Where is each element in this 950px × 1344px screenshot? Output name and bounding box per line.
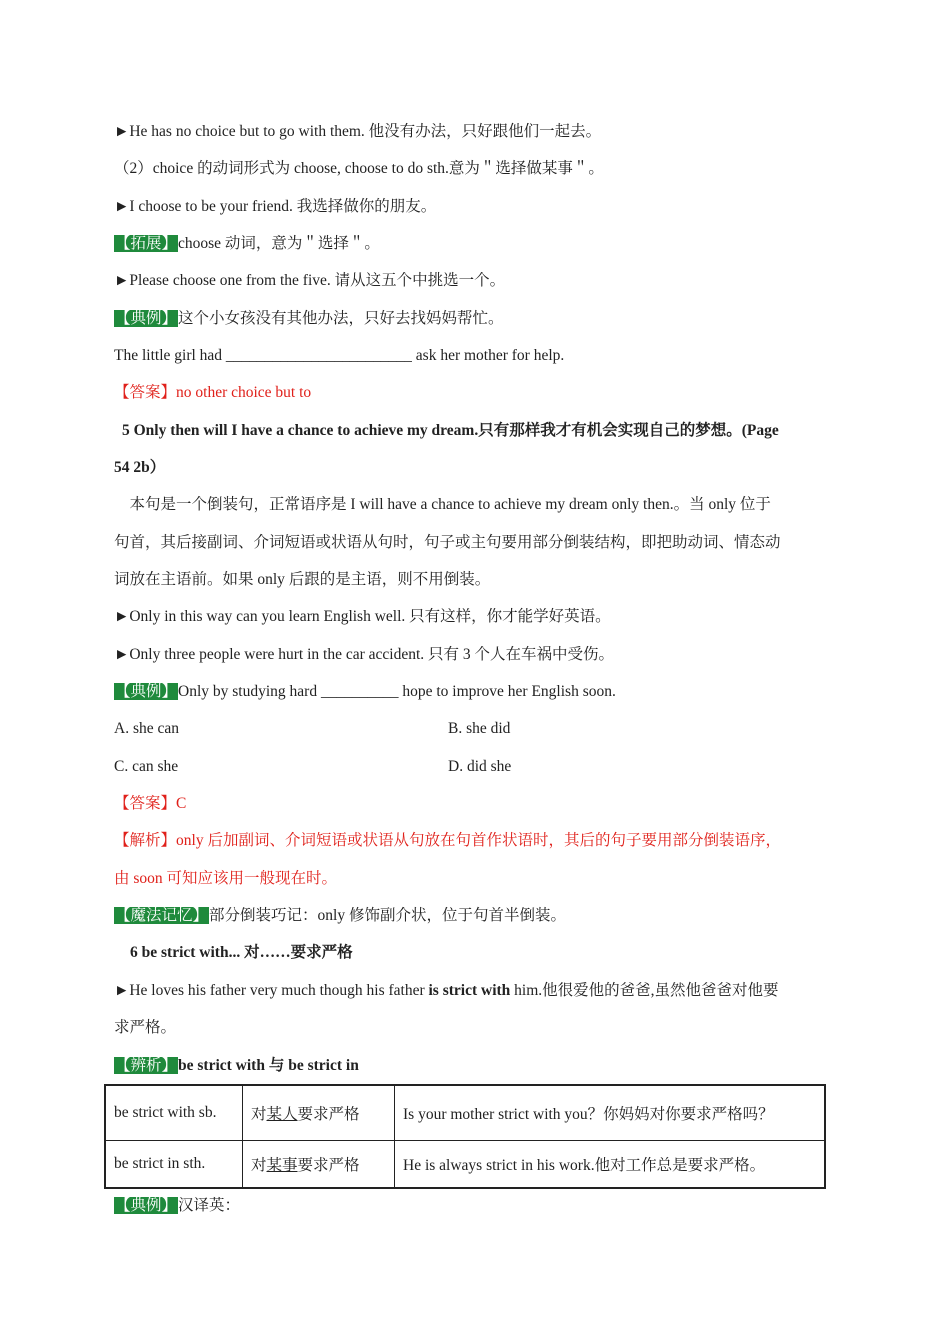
distinguish-text: be strict with 与 be strict in [178, 1057, 359, 1074]
exercise-line [114, 308, 504, 330]
explanation-paragraph: 句首，其后接副词、介词短语或状语从句时，句子或主句要用部分倒装结构，即把助动词、情态动 [114, 534, 781, 551]
analysis-line-cont: 由 soon 可知应该用一般现在时。 [114, 870, 338, 887]
table-cell: be strict in sth. [105, 1141, 243, 1189]
answer-text: C [176, 795, 187, 812]
example-tag: 【典例】 [115, 310, 178, 327]
explanation-paragraph: 本句是一个倒装句，正常语序是 I will have a chance to achieve my dream only then.。当 only 位于 [114, 496, 771, 513]
table-cell [243, 1141, 395, 1189]
expand-line [114, 233, 380, 255]
example-sentence-cont: 求严格。 [114, 1019, 177, 1036]
exercise-line [114, 681, 616, 703]
analysis-line [114, 830, 781, 852]
section-heading: 6 be strict with... 对……要求严格 [130, 944, 353, 961]
example-sentence: ►Only in this way can you learn English well. 只有这样，你才能学好英语。 [114, 608, 611, 625]
option-c: C. can she [114, 758, 179, 775]
example-sentence [114, 980, 779, 1002]
option-d: D. did she [448, 758, 512, 775]
comparison-table [104, 1084, 826, 1189]
cell-text: 对 [251, 1106, 267, 1123]
section-heading: 5 Only then will I have a chance to achieve my dream.只有那样我才有机会实现自己的梦想。(Page [122, 422, 779, 439]
example-sentence: ►He has no choice but to go with them. 他没有办法，只好跟他们一起去。 [114, 123, 602, 140]
sentence-bold-phrase: is strict with [428, 982, 511, 999]
answer-line [114, 793, 186, 815]
expand-tag: 【拓展】 [115, 235, 178, 252]
exercise-prompt: 汉译英： [178, 1197, 241, 1214]
answer-tag: 【答案】 [114, 795, 177, 812]
magic-text: 部分倒装巧记：only 修饰副介状，位于句首半倒装。 [209, 907, 566, 924]
example-sentence: ►Only three people were hurt in the car accident. 只有 3 个人在车祸中受伤。 [114, 646, 615, 663]
sentence-part: him.他很爱他的爸爸,虽然他爸爸对他要 [510, 982, 779, 999]
table-cell [243, 1085, 395, 1141]
table-cell: Is your mother strict with you？你妈妈对你要求严格吗？ [395, 1085, 826, 1141]
exercise-blank-sentence: The little girl had ________________________ ask her mother for help. [114, 347, 565, 364]
answer-text: no other choice but to [176, 384, 312, 401]
table-cell: He is always strict in his work.他对工作总是要求严格。 [395, 1141, 826, 1189]
cell-underlined-text: 某人 [266, 1106, 298, 1123]
expand-text: choose 动词，意为＂选择＂。 [178, 235, 380, 252]
distinguish-tag: 【辨析】 [115, 1057, 178, 1074]
cell-text: 要求严格 [297, 1106, 360, 1123]
analysis-tag: 【解析】 [114, 832, 177, 849]
cell-text: 要求严格 [297, 1157, 360, 1174]
table-row [105, 1085, 825, 1141]
example-tag: 【典例】 [115, 1197, 178, 1214]
section-heading-cont: 54 2b） [114, 459, 166, 476]
option-a: A. she can [114, 720, 179, 737]
exercise-line [114, 1195, 240, 1217]
analysis-text: only 后加副词、介词短语或状语从句放在句首作状语时，其后的句子要用部分倒装语序， [176, 832, 781, 849]
example-tag: 【典例】 [115, 683, 178, 700]
answer-tag: 【答案】 [114, 384, 177, 401]
example-sentence: ►I choose to be your friend. 我选择做你的朋友。 [114, 198, 437, 215]
note-paragraph: （2）choice 的动词形式为 choose, choose to do sth.意为＂选择做某事＂。 [114, 160, 604, 177]
answer-line [114, 382, 311, 404]
exercise-prompt: Only by studying hard __________ hope to improve her English soon. [178, 683, 616, 700]
table-cell: be strict with sb. [105, 1085, 243, 1141]
option-b: B. she did [448, 720, 511, 737]
cell-underlined-text: 某事 [266, 1157, 298, 1174]
table-row [105, 1141, 825, 1189]
cell-text: 对 [251, 1157, 267, 1174]
explanation-paragraph: 词放在主语前。如果 only 后跟的是主语，则不用倒装。 [114, 571, 491, 588]
sentence-part: ►He loves his father very much though his father [114, 982, 429, 999]
exercise-prompt: 这个小女孩没有其他办法，只好去找妈妈帮忙。 [178, 310, 504, 327]
distinguish-line [114, 1055, 359, 1077]
magic-memory-line [114, 905, 566, 927]
magic-tag: 【魔法记忆】 [115, 907, 209, 924]
example-sentence: ►Please choose one from the five. 请从这五个中挑选一个。 [114, 272, 506, 289]
